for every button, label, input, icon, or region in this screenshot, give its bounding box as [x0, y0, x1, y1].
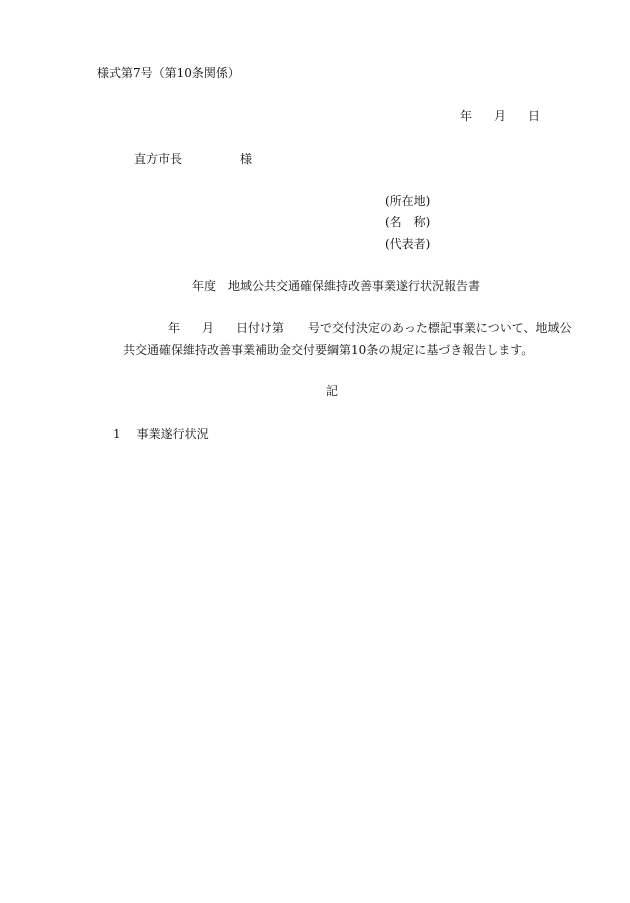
note-heading: 記: [326, 384, 339, 398]
addressee-name: 直方市長: [134, 152, 183, 166]
date-year-label: 年: [460, 109, 473, 123]
addressee: [134, 153, 252, 165]
body-month: 月: [202, 321, 215, 335]
body-paragraph-line1: [168, 322, 571, 334]
date-month-label: 月: [494, 109, 507, 123]
date-line: [460, 110, 540, 122]
applicant-name-label: (名 称): [385, 215, 431, 229]
section-heading: [113, 428, 209, 440]
report-title-text: 地域公共交通確保維持改善事業遂行状況報告書: [228, 279, 481, 293]
form-number: 様式第7号（第10条関係）: [97, 66, 240, 80]
date-day-label: 日: [528, 109, 541, 123]
report-title-year: 年度: [192, 279, 217, 293]
addressee-honorific: 様: [240, 152, 253, 166]
applicant-address-label: (所在地): [385, 194, 431, 208]
section-number: 1: [113, 427, 121, 441]
body-day-prefix: 日付け第: [236, 321, 285, 335]
body-year: 年: [168, 321, 181, 335]
body-line1-text: 号で交付決定のあった標記事業について、地域公: [308, 321, 572, 335]
body-paragraph-line2: 共交通確保維持改善事業補助金交付要綱第10条の規定に基づき報告します。: [123, 343, 534, 357]
section-label: 事業遂行状況: [136, 427, 209, 441]
report-title: [192, 280, 480, 292]
applicant-representative-label: (代表者): [385, 237, 431, 251]
